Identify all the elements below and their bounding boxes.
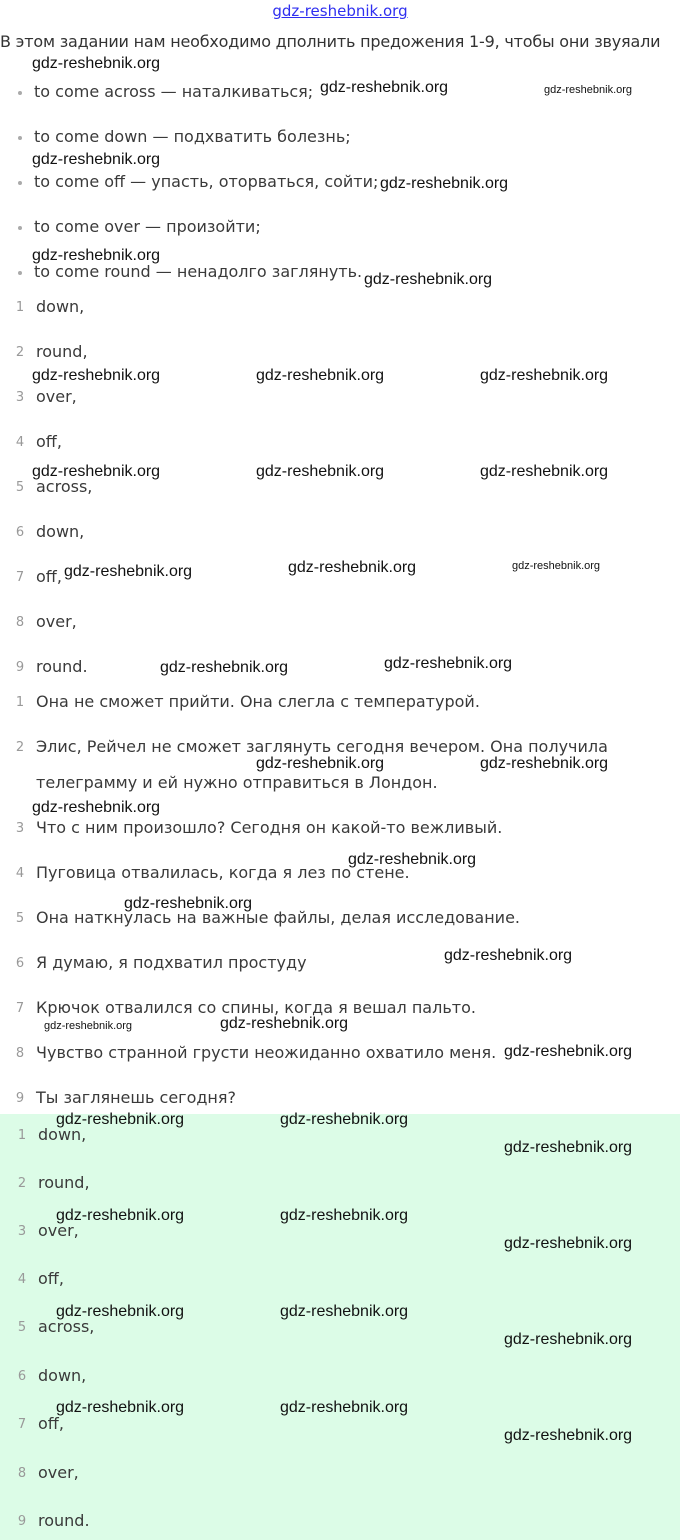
translation-number: 3 bbox=[15, 821, 25, 836]
watermark: gdz-reshebnik.org bbox=[32, 55, 161, 72]
watermark: gdz-reshebnik.org bbox=[544, 84, 633, 96]
watermark: gdz-reshebnik.org bbox=[280, 1111, 409, 1128]
answer-number: 6 bbox=[15, 525, 25, 540]
definition-item bbox=[18, 172, 378, 191]
translation-text: Она наткнулась на важные файлы, делая исследование. bbox=[36, 908, 520, 927]
watermark: gdz-reshebnik.org bbox=[56, 1399, 185, 1416]
definition-text: to come down — подхватить болезнь; bbox=[34, 127, 351, 146]
answer-box-text: down, bbox=[38, 1366, 87, 1385]
answer-box-number: 4 bbox=[17, 1272, 27, 1287]
watermark: gdz-reshebnik.org bbox=[56, 1303, 185, 1320]
answer-box-number: 7 bbox=[17, 1417, 27, 1432]
translation-number: 7 bbox=[15, 1001, 25, 1016]
watermark: gdz-reshebnik.org bbox=[32, 463, 161, 480]
watermark: gdz-reshebnik.org bbox=[348, 851, 477, 868]
watermark: gdz-reshebnik.org bbox=[480, 367, 609, 384]
answer-box-text: over, bbox=[38, 1221, 79, 1240]
watermark: gdz-reshebnik.org bbox=[220, 1015, 349, 1032]
answer-text: off, bbox=[36, 432, 62, 451]
translation-number: 5 bbox=[15, 911, 25, 926]
translation-text: Она не сможет прийти. Она слегла с температурой. bbox=[36, 692, 480, 711]
bullet-icon bbox=[18, 136, 22, 140]
answer-text: off, bbox=[36, 567, 62, 586]
answer-box-number: 9 bbox=[17, 1514, 27, 1529]
watermark: gdz-reshebnik.org bbox=[256, 463, 385, 480]
watermark: gdz-reshebnik.org bbox=[320, 79, 449, 96]
bullet-icon bbox=[18, 91, 22, 95]
watermark: gdz-reshebnik.org bbox=[384, 655, 513, 672]
translation-text: Что с ним произошло? Сегодня он какой-то вежливый. bbox=[36, 818, 503, 837]
answer-number: 9 bbox=[15, 660, 25, 675]
answer-box bbox=[0, 1114, 680, 1540]
definition-item bbox=[18, 82, 313, 101]
answer-box-number: 1 bbox=[17, 1128, 27, 1143]
answer-box-text: across, bbox=[38, 1317, 95, 1336]
answer-box-text: round, bbox=[38, 1173, 90, 1192]
bullet-icon bbox=[18, 181, 22, 185]
answer-number: 8 bbox=[15, 615, 25, 630]
answer-number: 4 bbox=[15, 435, 25, 450]
answer-box-number: 6 bbox=[17, 1369, 27, 1384]
translation-number: 9 bbox=[15, 1091, 25, 1106]
answer-box-number: 8 bbox=[17, 1466, 27, 1481]
bullet-icon bbox=[18, 271, 22, 275]
answer-box-text: off, bbox=[38, 1414, 64, 1433]
watermark: gdz-reshebnik.org bbox=[480, 463, 609, 480]
watermark: gdz-reshebnik.org bbox=[32, 151, 161, 168]
watermark: gdz-reshebnik.org bbox=[280, 1399, 409, 1416]
answer-number: 5 bbox=[15, 480, 25, 495]
watermark: gdz-reshebnik.org bbox=[504, 1043, 633, 1060]
definition-text: to come over — произойти; bbox=[34, 217, 261, 236]
watermark: gdz-reshebnik.org bbox=[480, 755, 609, 772]
watermark: gdz-reshebnik.org bbox=[64, 563, 193, 580]
watermark: gdz-reshebnik.org bbox=[56, 1111, 185, 1128]
translation-text: Ты заглянешь сегодня? bbox=[36, 1088, 236, 1107]
translation-number: 1 bbox=[15, 695, 25, 710]
watermark: gdz-reshebnik.org bbox=[504, 1235, 633, 1252]
answer-box-number: 5 bbox=[17, 1320, 27, 1335]
watermark: gdz-reshebnik.org bbox=[504, 1139, 633, 1156]
answer-box-number: 2 bbox=[17, 1176, 27, 1191]
translation-number: 4 bbox=[15, 866, 25, 881]
watermark: gdz-reshebnik.org bbox=[512, 560, 601, 572]
watermark: gdz-reshebnik.org bbox=[256, 755, 385, 772]
answer-number: 3 bbox=[15, 390, 25, 405]
watermark: gdz-reshebnik.org bbox=[160, 659, 289, 676]
answer-text: round. bbox=[36, 657, 88, 676]
watermark: gdz-reshebnik.org bbox=[280, 1207, 409, 1224]
answer-text: down, bbox=[36, 297, 85, 316]
watermark: gdz-reshebnik.org bbox=[32, 247, 161, 264]
definition-item bbox=[18, 127, 351, 146]
watermark: gdz-reshebnik.org bbox=[504, 1331, 633, 1348]
watermark: gdz-reshebnik.org bbox=[256, 367, 385, 384]
answer-text: down, bbox=[36, 522, 85, 541]
translation-text-continued: телеграмму и ей нужно отправиться в Лондон. bbox=[36, 773, 438, 792]
translation-text: Элис, Рейчел не сможет заглянуть сегодня вечером. Она получила bbox=[36, 737, 608, 756]
watermark: gdz-reshebnik.org bbox=[32, 799, 161, 816]
answer-text: round, bbox=[36, 342, 88, 361]
watermark: gdz-reshebnik.org bbox=[124, 895, 253, 912]
translation-text: Крючок отвалился со спины, когда я вешал пальто. bbox=[36, 998, 476, 1017]
watermark: gdz-reshebnik.org bbox=[44, 1020, 133, 1032]
watermark: gdz-reshebnik.org bbox=[288, 559, 417, 576]
answer-box-text: down, bbox=[38, 1125, 87, 1144]
answer-box-text: over, bbox=[38, 1463, 79, 1482]
definition-text: to come round — ненадолго заглянуть. bbox=[34, 262, 363, 281]
answer-box-number: 3 bbox=[17, 1224, 27, 1239]
translation-text: Я думаю, я подхватил простуду bbox=[36, 953, 307, 972]
watermark: gdz-reshebnik.org bbox=[280, 1303, 409, 1320]
bullet-icon bbox=[18, 226, 22, 230]
watermark: gdz-reshebnik.org bbox=[364, 271, 493, 288]
translation-text: Чувство странной грусти неожиданно охватило меня. bbox=[36, 1043, 497, 1062]
translation-number: 6 bbox=[15, 956, 25, 971]
answer-text: across, bbox=[36, 477, 93, 496]
translation-text: Пуговица отвалилась, когда я лез по стене. bbox=[36, 863, 410, 882]
answer-number: 2 bbox=[15, 345, 25, 360]
answer-box-text: round. bbox=[38, 1511, 90, 1530]
answer-box-text: off, bbox=[38, 1269, 64, 1288]
watermark: gdz-reshebnik.org bbox=[504, 1427, 633, 1444]
translation-number: 2 bbox=[15, 740, 25, 755]
intro-text: В этом задании нам необходимо дполнить предожения 1-9, чтобы они звуяали bbox=[0, 32, 661, 51]
definition-text: to come off — упасть, оторваться, сойти; bbox=[34, 172, 379, 191]
answer-text: over, bbox=[36, 612, 77, 631]
watermark: gdz-reshebnik.org bbox=[380, 175, 509, 192]
site-header-link[interactable]: gdz-reshebnik.org bbox=[272, 2, 408, 20]
definition-text: to come across — наталкиваться; bbox=[34, 82, 314, 101]
watermark: gdz-reshebnik.org bbox=[32, 367, 161, 384]
translation-number: 8 bbox=[15, 1046, 25, 1061]
answer-number: 1 bbox=[15, 300, 25, 315]
watermark: gdz-reshebnik.org bbox=[444, 947, 573, 964]
definition-item bbox=[18, 217, 261, 236]
answer-text: over, bbox=[36, 387, 77, 406]
watermark: gdz-reshebnik.org bbox=[56, 1207, 185, 1224]
answer-number: 7 bbox=[15, 570, 25, 585]
